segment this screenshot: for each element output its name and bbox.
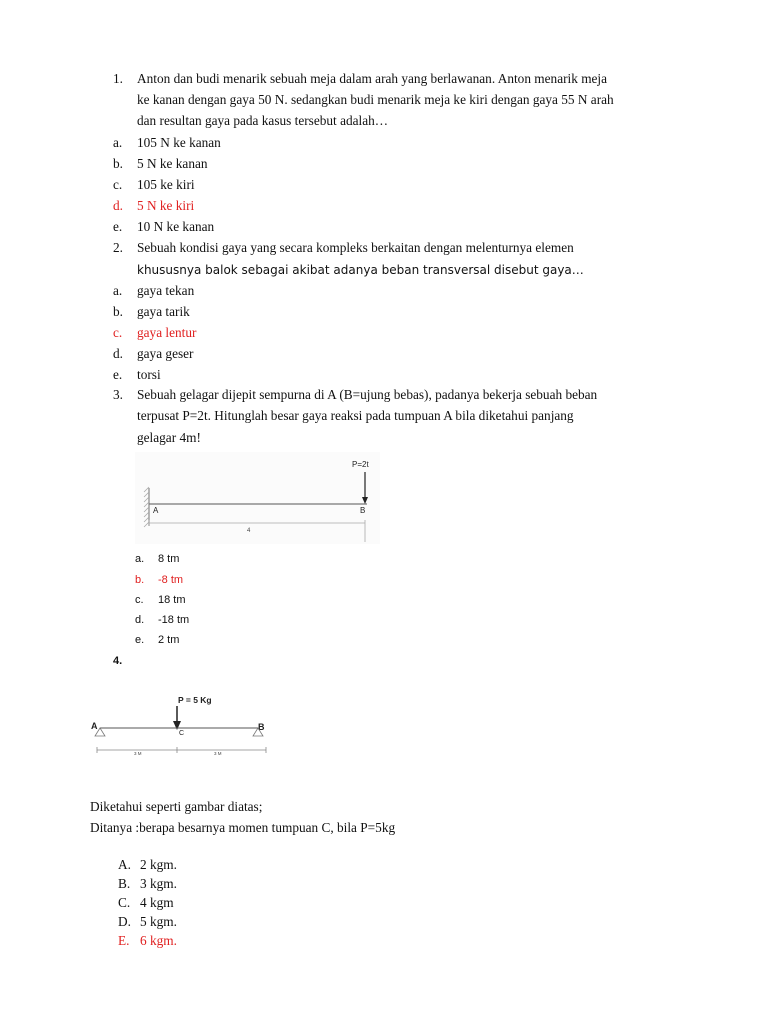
option-text: 105 N ke kanan (137, 135, 221, 150)
option-text: gaya tekan (137, 283, 195, 298)
option-text: gaya geser (137, 346, 194, 361)
point-b-label: B (258, 722, 265, 732)
option-letter: a. (113, 135, 123, 150)
option-letter: b. (113, 156, 123, 171)
question-number: 3. (113, 387, 123, 402)
option-letter-correct: c. (113, 325, 123, 340)
dimension-left-label: 3 M (134, 751, 142, 756)
option-letter-correct: E. (118, 933, 130, 948)
simply-supported-beam-diagram (88, 688, 273, 760)
option-letter: d. (135, 614, 145, 626)
option-letter: C. (118, 895, 131, 910)
option-text: 5 N ke kanan (137, 156, 208, 171)
option-letter: D. (118, 914, 131, 929)
option-letter: e. (135, 634, 145, 646)
question-text-line: Sebuah gelagar dijepit sempurna di A (B=ujung bebas), padanya bekerja sebuah beban (137, 387, 598, 402)
load-arrow-head (173, 721, 181, 730)
dimension-label: 4 (247, 528, 251, 534)
option-text-correct: -8 tm (158, 574, 184, 586)
option-letter: b. (113, 304, 123, 319)
option-text: -18 tm (158, 614, 190, 626)
point-c-label: C (179, 730, 185, 737)
question-number: 1. (113, 71, 123, 86)
option-letter: a. (135, 553, 145, 565)
question-text-line: ke kanan dengan gaya 50 N. sedangkan budi menarik meja ke kiri dengan gaya 55 N arah (137, 92, 614, 107)
question-text-line: dan resultan gaya pada kasus tersebut adalah… (137, 113, 389, 128)
option-letter: c. (113, 177, 123, 192)
option-text: 8 tm (158, 553, 180, 565)
load-label: P=2t (352, 460, 369, 469)
option-letter: c. (135, 594, 144, 606)
option-text-correct: 5 N ke kiri (137, 198, 195, 213)
option-letter: A. (118, 857, 131, 872)
option-letter: d. (113, 346, 123, 361)
question-text-line: Diketahui seperti gambar diatas; (90, 799, 263, 814)
option-text: 2 kgm. (140, 857, 177, 872)
point-a-label: A (91, 721, 98, 731)
question-text-line: gelagar 4m! (137, 430, 201, 445)
option-text: 4 kgm (140, 895, 174, 910)
cantilever-beam-diagram (135, 452, 380, 544)
question-number: 4. (113, 655, 123, 667)
option-text: 18 tm (158, 594, 186, 606)
question-text-line: khususnya balok sebagai akibat adanya beban transversal disebut gaya… (137, 263, 584, 277)
question-text-line: Anton dan budi menarik sebuah meja dalam arah yang berlawanan. Anton menarik meja (137, 71, 608, 86)
question-number: 2. (113, 240, 123, 255)
option-letter: B. (118, 876, 131, 891)
option-letter-correct: b. (135, 574, 145, 586)
question-text-line: terpusat P=2t. Hitunglah besar gaya reaksi pada tumpuan A bila diketahui panjang (137, 408, 574, 423)
question-text-line: Sebuah kondisi gaya yang secara kompleks berkaitan dengan melenturnya elemen (137, 240, 574, 255)
option-letter: e. (113, 367, 123, 382)
option-text-correct: 6 kgm. (140, 933, 177, 948)
point-a-label: A (153, 506, 159, 515)
option-letter: e. (113, 219, 123, 234)
option-text: 105 ke kiri (137, 177, 195, 192)
option-text: 10 N ke kanan (137, 219, 215, 234)
option-text: torsi (137, 367, 161, 382)
point-b-label: B (360, 506, 366, 515)
option-text: 5 kgm. (140, 914, 177, 929)
option-text: 2 tm (158, 634, 180, 646)
figure-background (135, 452, 380, 544)
option-text: gaya tarik (137, 304, 190, 319)
option-letter: a. (113, 283, 123, 298)
dimension-right-label: 3 M (214, 751, 222, 756)
option-letter-correct: d. (113, 198, 123, 213)
load-label: P = 5 Kg (178, 695, 212, 705)
question-text-line: Ditanya :berapa besarnya momen tumpuan C, bila P=5kg (90, 820, 396, 835)
option-text: 3 kgm. (140, 876, 177, 891)
option-text-correct: gaya lentur (137, 325, 197, 340)
